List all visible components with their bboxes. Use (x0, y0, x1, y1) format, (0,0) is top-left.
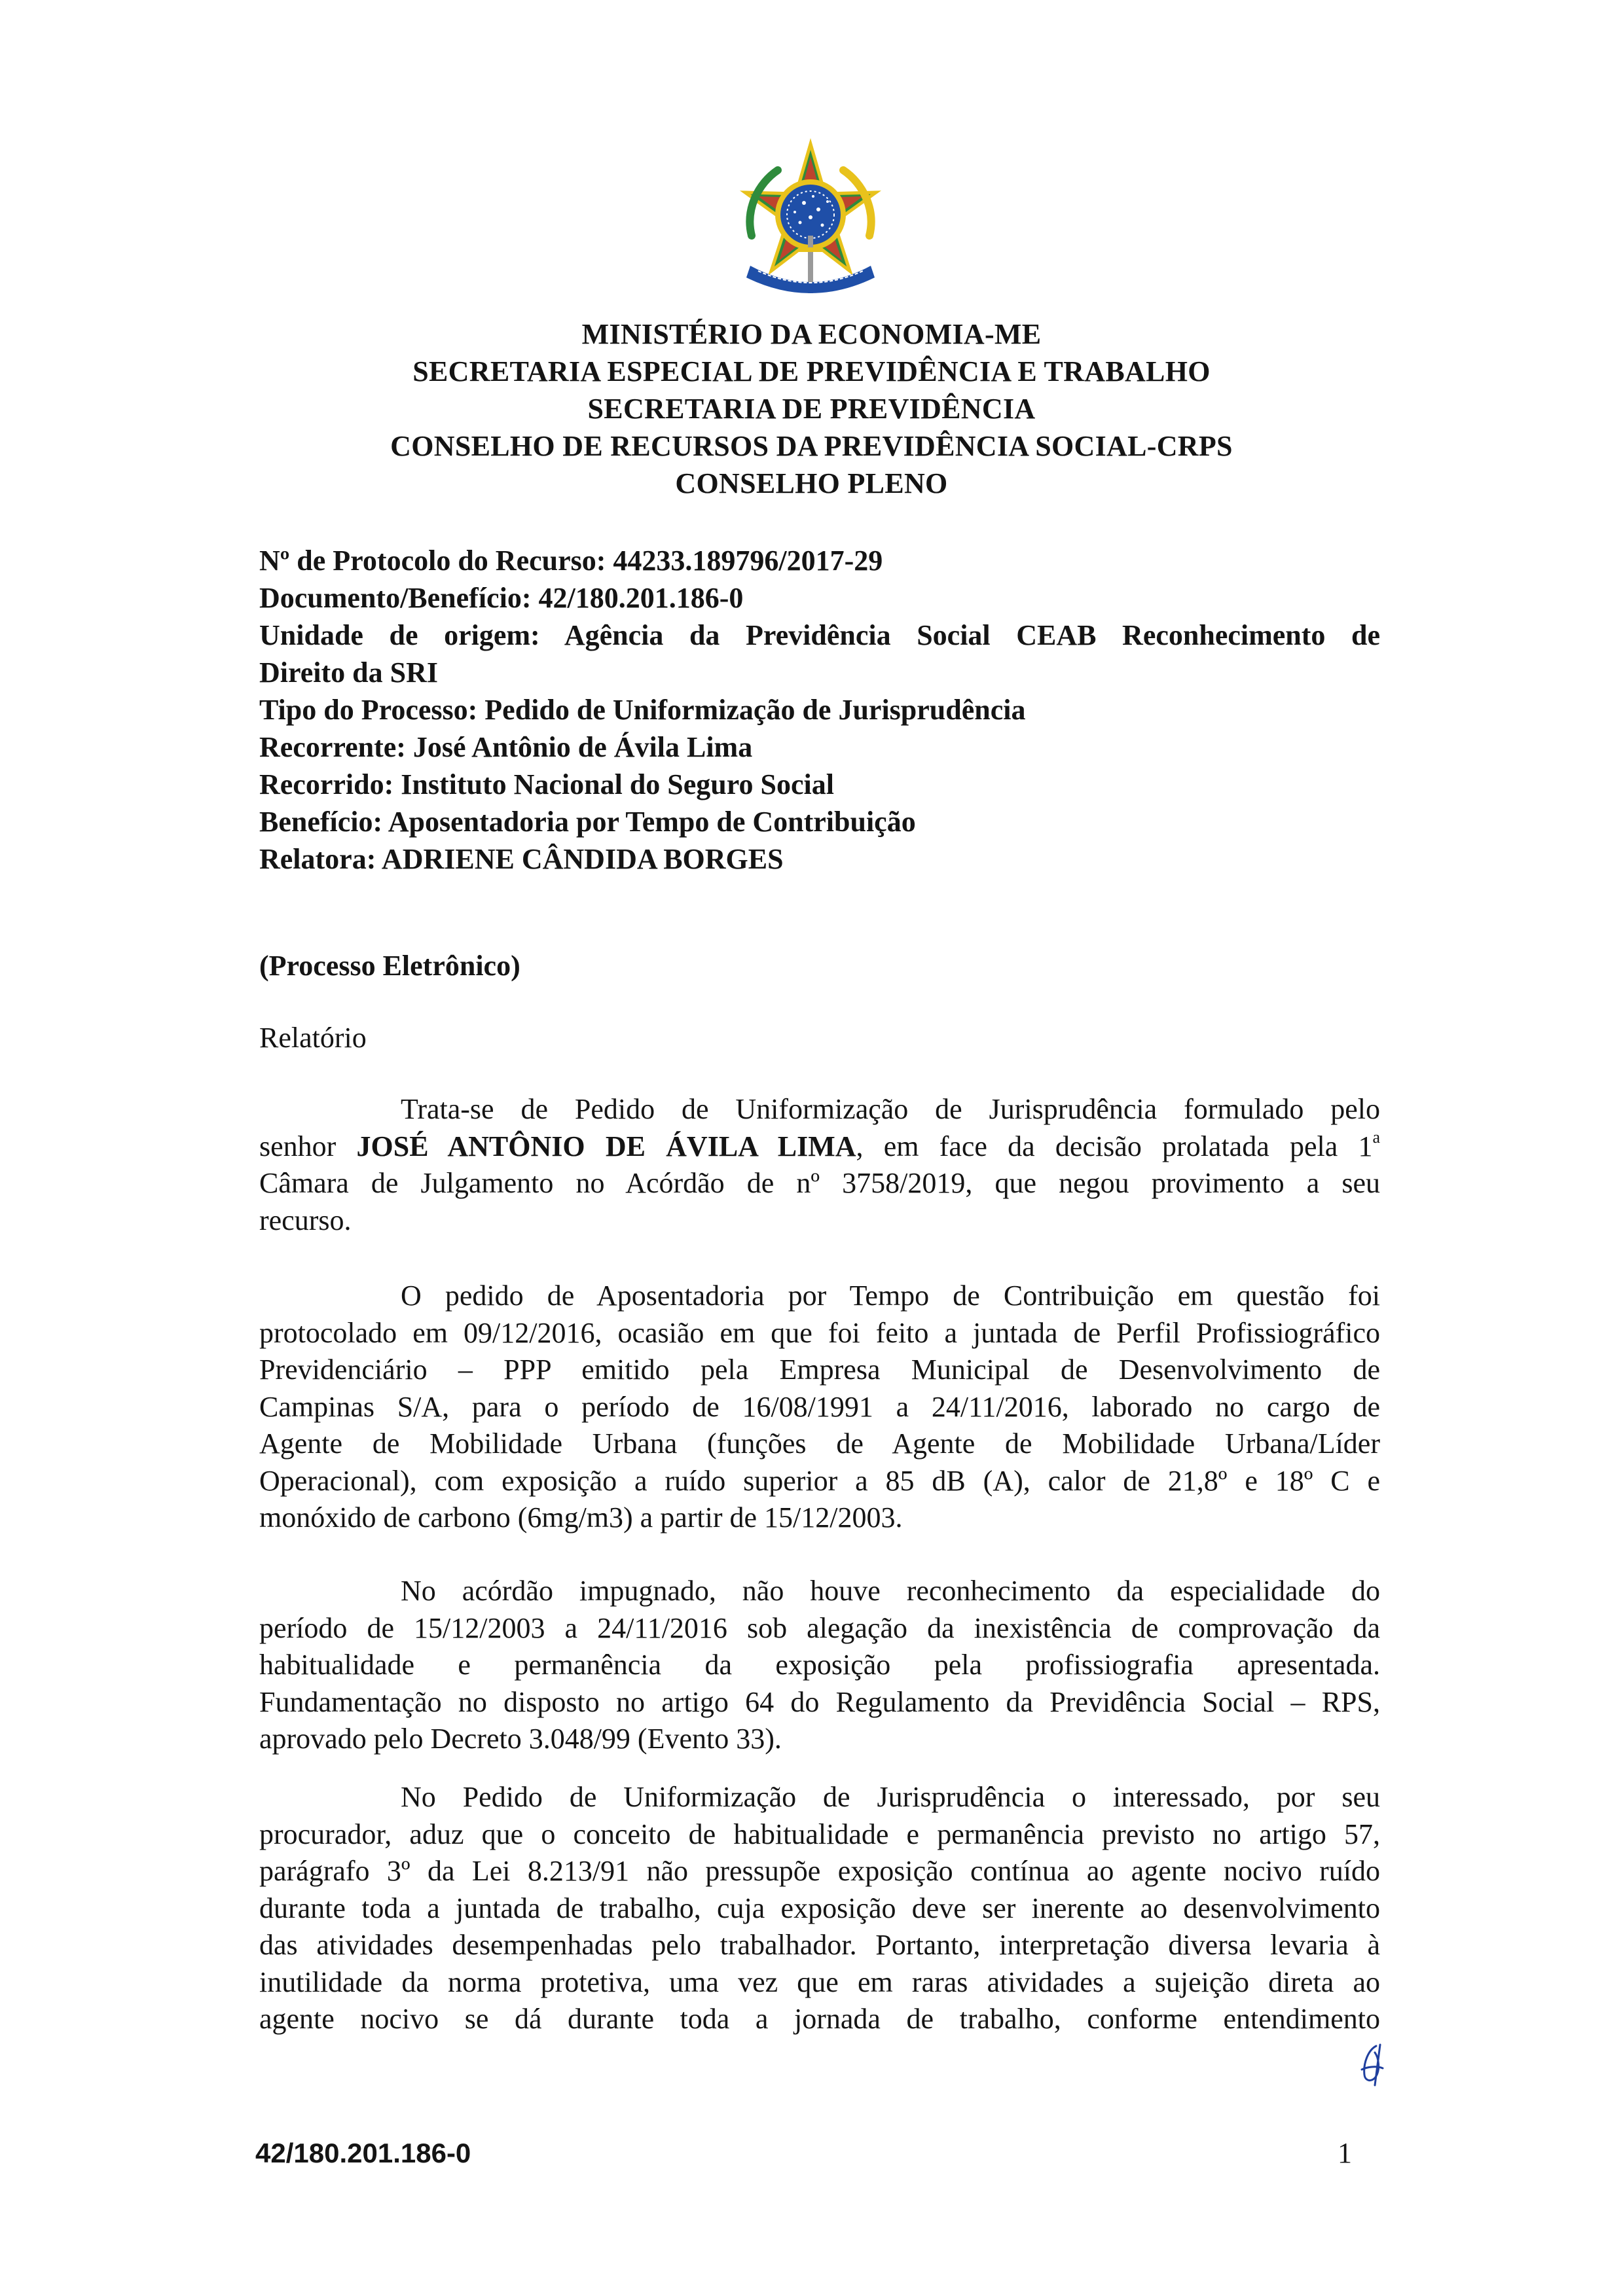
paragraph-1-line-2 (259, 1128, 1380, 1166)
paragraph-4-line: das atividades desempenhadas pelo trabalhador. Portanto, interpretação diversa levaria à (259, 1929, 1380, 1961)
paragraph-4-line: parágrafo 3º da Lei 8.213/91 não pressupõe exposição contínua ao agente nocivo ruído (259, 1855, 1380, 1887)
recorrente-name: JOSÉ ANTÔNIO DE ÁVILA LIMA (356, 1130, 856, 1162)
meta-relatora: Relatora: ADRIENE CÂNDIDA BORGES (259, 843, 784, 875)
paragraph-3-line: No acórdão impugnado, não houve reconhecimento da especialidade do (401, 1575, 1380, 1607)
brazil-coat-of-arms-icon (732, 137, 889, 304)
meta-protocolo: Nº de Protocolo do Recurso: 44233.189796/2017-29 (259, 545, 883, 577)
heading-line-conselho-pleno: CONSELHO PLENO (675, 467, 948, 499)
relatorio-title: Relatório (259, 1022, 367, 1054)
paragraph-1-line-3: Câmara de Julgamento no Acórdão de nº 3758/2019, que negou provimento a seu (259, 1167, 1380, 1199)
paragraph-2-line: Operacional), com exposição a ruído superior a 85 dB (A), calor de 21,8º e 18º C e (259, 1464, 1380, 1497)
meta-unidade-line1: Unidade de origem: Agência da Previdência Social CEAB Reconhecimento de (259, 619, 1380, 651)
heading-line-ministerio: MINISTÉRIO DA ECONOMIA-ME (581, 318, 1042, 350)
heading-line-secretaria-previdencia: SECRETARIA DE PREVIDÊNCIA (587, 393, 1036, 425)
document-heading (0, 315, 1623, 502)
paragraph-4-line: No Pedido de Uniformização de Jurisprudência o interessado, por seu (401, 1781, 1380, 1813)
meta-beneficio: Benefício: Aposentadoria por Tempo de Contribuição (259, 806, 916, 838)
paragraph-1 (259, 1091, 1380, 1239)
heading-line-conselho-recursos: CONSELHO DE RECURSOS DA PREVIDÊNCIA SOCIAL-CRPS (390, 430, 1233, 462)
paragraph-1-line-4: recurso. (259, 1204, 352, 1236)
paragraph-2 (259, 1278, 1380, 1537)
paragraph-2-line: Previdenciário – PPP emitido pela Empresa Municipal de Desenvolvimento de (259, 1354, 1380, 1386)
paragraph-4-line: procurador, aduz que o conceito de habitualidade e permanência previsto no artigo 57, (259, 1818, 1380, 1850)
paragraph-2-line: O pedido de Aposentadoria por Tempo de Contribuição em questão foi (401, 1280, 1380, 1312)
paragraph-4 (259, 1779, 1380, 2038)
paragraph-3-line: período de 15/12/2003 a 24/11/2016 sob alegação da inexistência de comprovação da (259, 1611, 1380, 1644)
meta-recorrido: Recorrido: Instituto Nacional do Seguro Social (259, 768, 834, 800)
paragraph-3 (259, 1573, 1380, 1758)
paragraph-4-line: agente nocivo se dá durante toda a jornada de trabalho, conforme entendimento (259, 2003, 1380, 2035)
meta-documento: Documento/Benefício: 42/180.201.186-0 (259, 582, 744, 614)
paragraph-3-line: Fundamentação no disposto no artigo 64 do Regulamento da Previdência Social – RPS, (259, 1685, 1380, 1718)
paragraph-1-text: , em face da decisão prolatada pela 1 (856, 1130, 1373, 1162)
processo-eletronico-label: (Processo Eletrônico) (259, 950, 520, 982)
meta-recorrente: Recorrente: José Antônio de Ávila Lima (259, 731, 753, 763)
paragraph-2-line: Campinas S/A, para o período de 16/08/1991 a 24/11/2016, laborado no cargo de (259, 1390, 1380, 1423)
paragraph-2-line: monóxido de carbono (6mg/m3) a partir de 15/12/2003. (259, 1501, 903, 1534)
heading-line-secretaria-especial: SECRETARIA ESPECIAL DE PREVIDÊNCIA E TRABALHO (412, 355, 1211, 387)
ordinal-superscript: a (1372, 1127, 1380, 1147)
paragraph-3-line: habitualidade e permanência da exposição pela profissiografia apresentada. (259, 1649, 1380, 1681)
paragraph-4-line: durante toda a juntada de trabalho, cuja exposição deve ser inerente ao desenvolvimento (259, 1892, 1380, 1924)
paragraph-1-line-1: Trata-se de Pedido de Uniformização de Jurisprudência formulado pelo (401, 1093, 1380, 1125)
page-number: 1 (1338, 2137, 1352, 2169)
handwritten-initial-icon (1357, 2043, 1388, 2087)
paragraph-3-line: aprovado pelo Decreto 3.048/99 (Evento 33). (259, 1723, 782, 1755)
paragraph-4-line: inutilidade da norma protetiva, uma vez que em raras atividades a sujeição direta ao (259, 1965, 1380, 1998)
paragraph-1-text: senhor (259, 1130, 357, 1162)
paragraph-2-line: protocolado em 09/12/2016, ocasião em que foi feito a juntada de Perfil Profissiográfico (259, 1316, 1380, 1349)
meta-tipo: Tipo do Processo: Pedido de Uniformização de Jurisprudência (259, 694, 1026, 726)
paragraph-2-line: Agente de Mobilidade Urbana (funções de Agente de Mobilidade Urbana/Líder (259, 1427, 1380, 1460)
meta-unidade-line2: Direito da SRI (259, 656, 438, 689)
process-metadata (259, 542, 1380, 878)
footer-document-id: 42/180.201.186-0 (255, 2138, 471, 2168)
